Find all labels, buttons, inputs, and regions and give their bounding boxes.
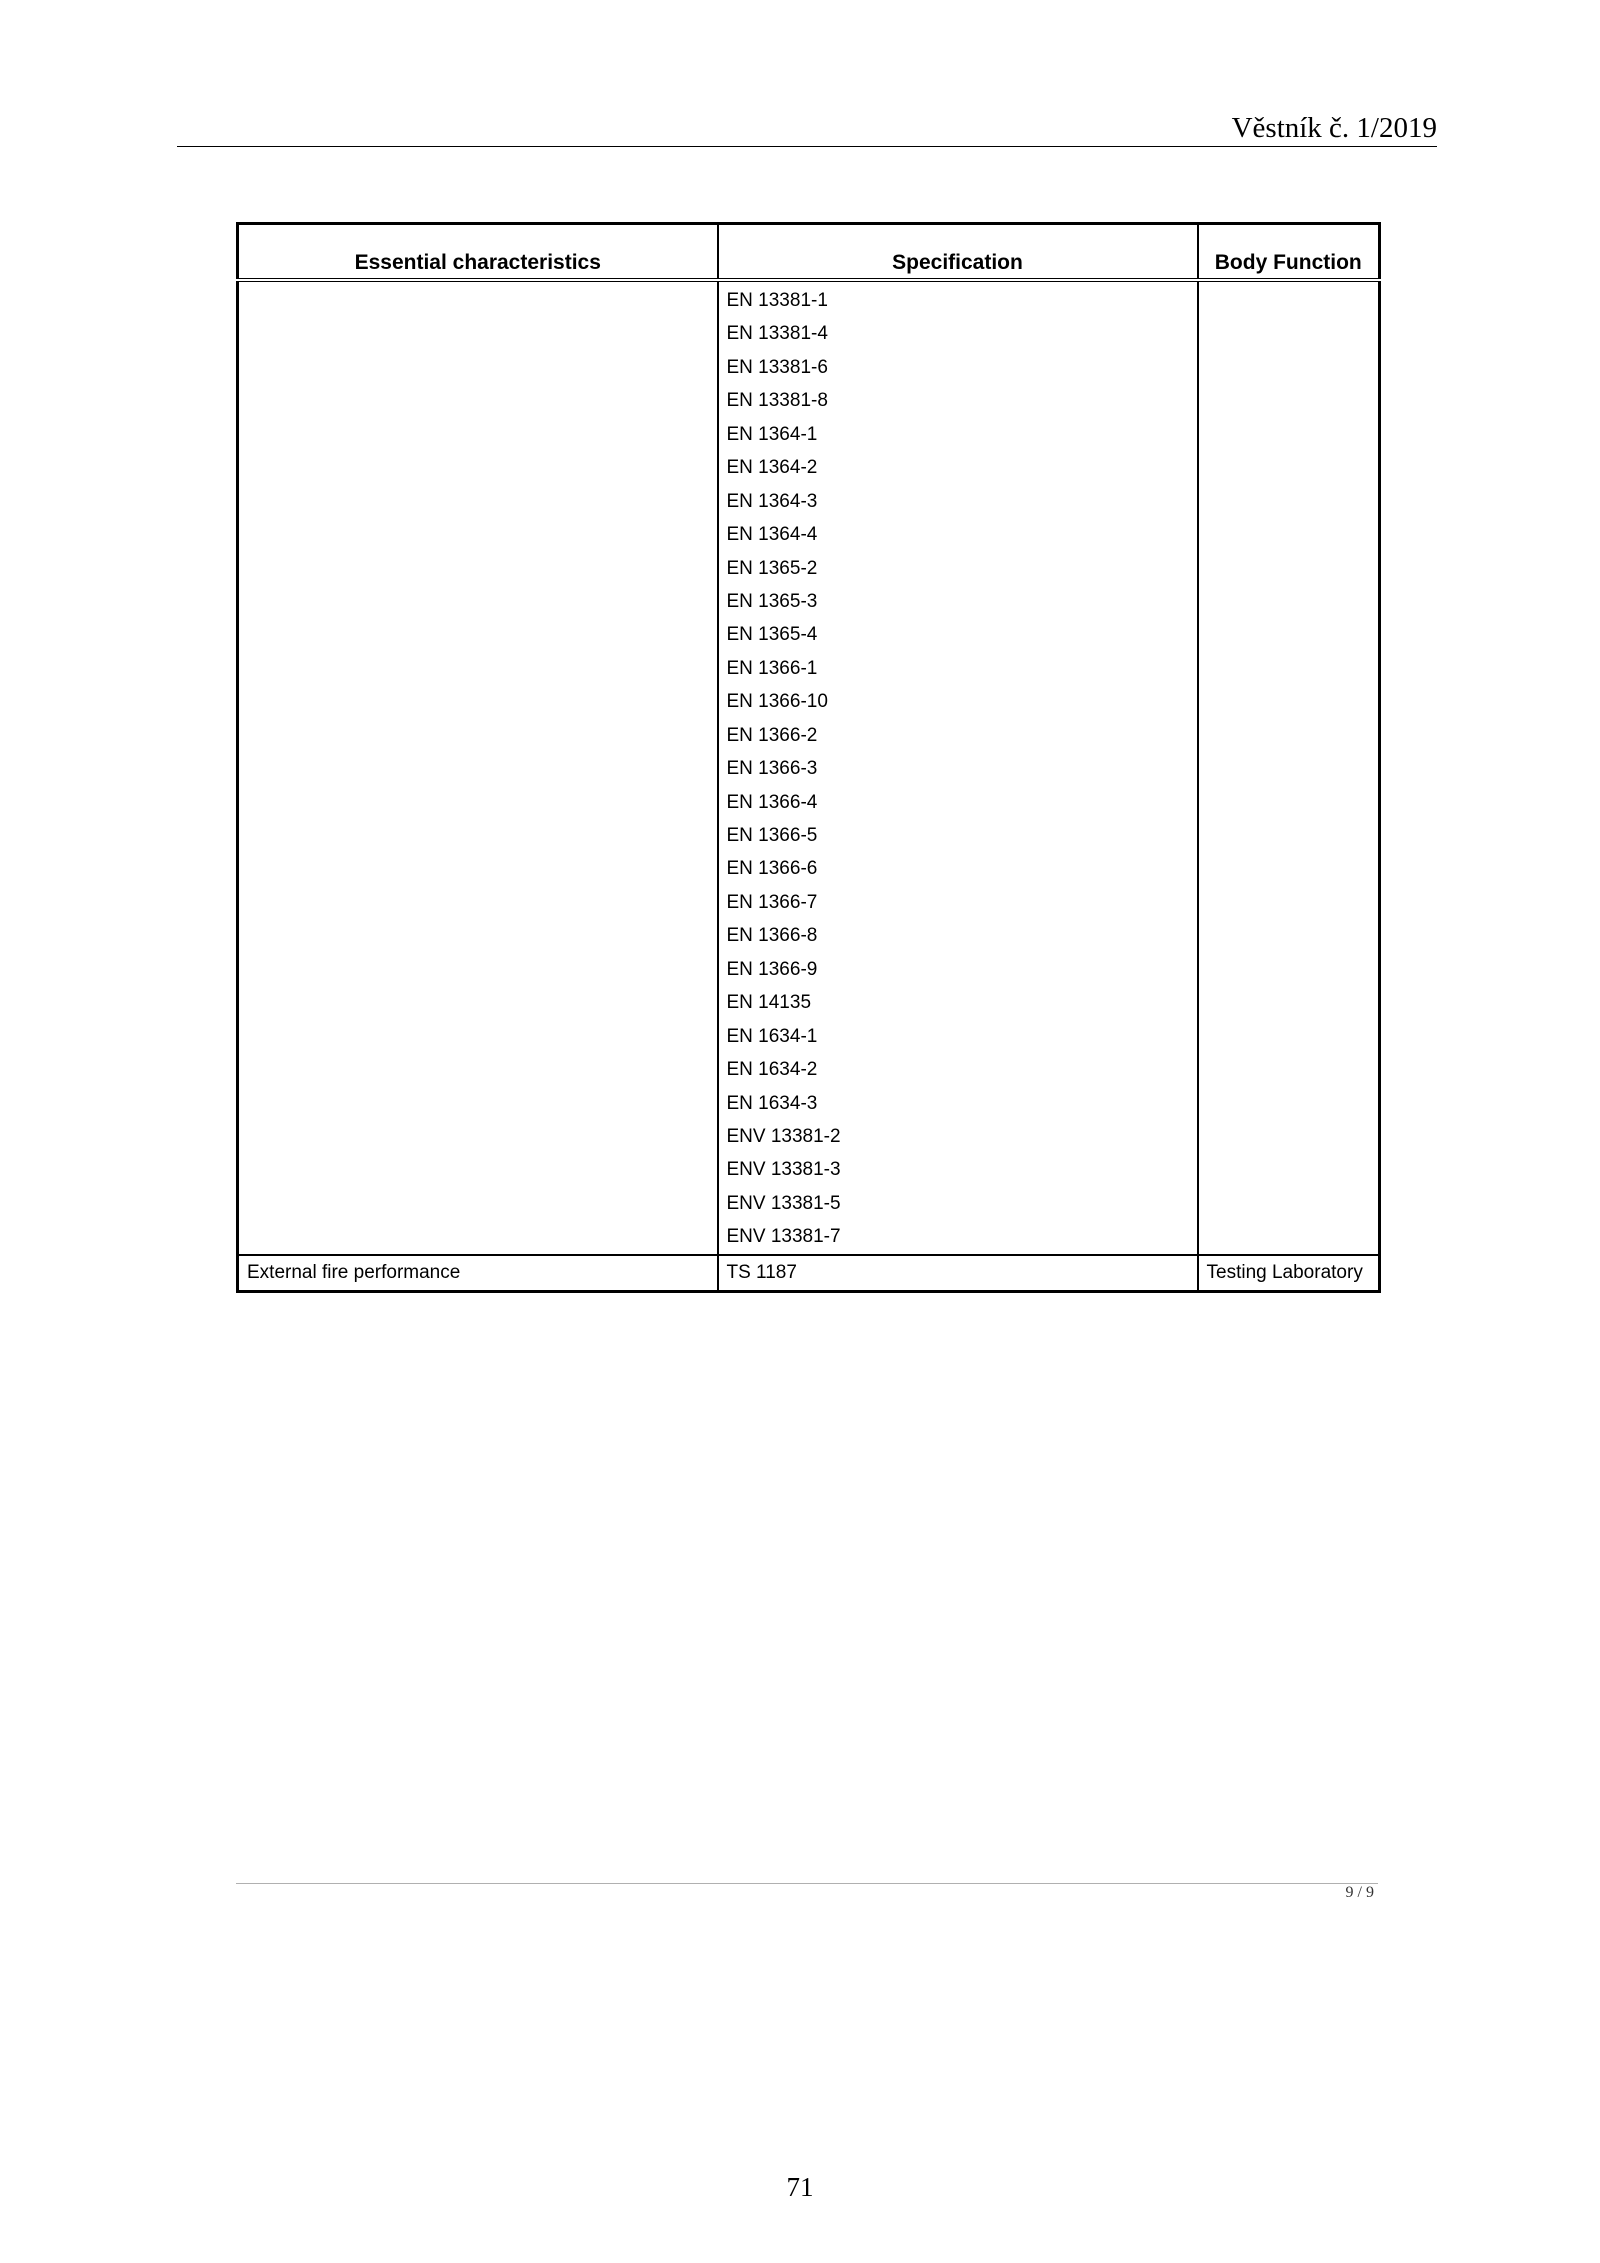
specification-item: EN 1365-3 [726, 590, 818, 612]
specification-item: EN 1366-5 [726, 825, 818, 846]
specification-item: EN 1364-2 [726, 457, 818, 479]
body-function-cell: Testing Laboratory [1198, 1255, 1380, 1292]
specification-item: ENV 13381-5 [726, 1192, 841, 1214]
specification-item: EN 1366-1 [726, 657, 818, 679]
characteristic-cell: External fire performance [238, 1255, 718, 1292]
specification-item: ENV 13381-7 [726, 1226, 841, 1248]
body-function-cell [1198, 280, 1380, 1255]
specification-item: EN 1366-7 [726, 891, 818, 913]
specification-item: EN 13381-8 [726, 390, 828, 412]
specification-table [236, 222, 1381, 1293]
specification-item: EN 14135 [726, 992, 812, 1014]
table-header-row [238, 224, 1380, 281]
specification-item: EN 1634-2 [726, 1059, 818, 1081]
specification-item: EN 1366-8 [726, 925, 818, 947]
specification-item: EN 13381-4 [726, 323, 828, 345]
specification-item: EN 13381-6 [726, 356, 828, 378]
specification-cell [718, 280, 1198, 1255]
specification-item: EN 1366-6 [726, 858, 818, 880]
column-header-specification: Specification [718, 224, 1198, 281]
specification-item: EN 13381-1 [726, 290, 828, 311]
table-row [238, 280, 1380, 1255]
journal-title: Věstník č. 1/2019 [1231, 112, 1437, 144]
column-header-characteristics: Essential characteristics [238, 224, 718, 281]
specification-item: EN 1634-1 [726, 1025, 818, 1047]
page-number: 71 [786, 2172, 814, 2202]
specification-item: EN 1366-10 [726, 691, 828, 713]
specification-item: EN 1365-2 [726, 557, 818, 579]
specification-list [727, 282, 1189, 1254]
footer-rule [236, 1883, 1378, 1884]
specification-item: EN 1366-4 [726, 791, 818, 813]
specification-item: EN 1364-3 [726, 490, 818, 512]
characteristic-cell [238, 280, 718, 1255]
specification-item: EN 1366-2 [726, 724, 818, 746]
header-rule [177, 146, 1437, 147]
table-row [238, 1255, 1380, 1292]
specification-item: ENV 13381-2 [726, 1125, 841, 1147]
specification-item: ENV 13381-3 [726, 1159, 841, 1181]
specification-item: EN 1364-4 [726, 524, 818, 546]
page-counter: 9 / 9 [1345, 1884, 1374, 1901]
specification-cell: TS 1187 [718, 1255, 1198, 1292]
specification-item: EN 1366-9 [726, 958, 818, 980]
specification-item: EN 1366-3 [726, 758, 818, 780]
specification-item: EN 1634-3 [726, 1092, 818, 1114]
column-header-body-function: Body Function [1198, 224, 1380, 281]
specification-item: EN 1365-4 [726, 624, 818, 646]
specification-item: EN 1364-1 [726, 423, 818, 445]
